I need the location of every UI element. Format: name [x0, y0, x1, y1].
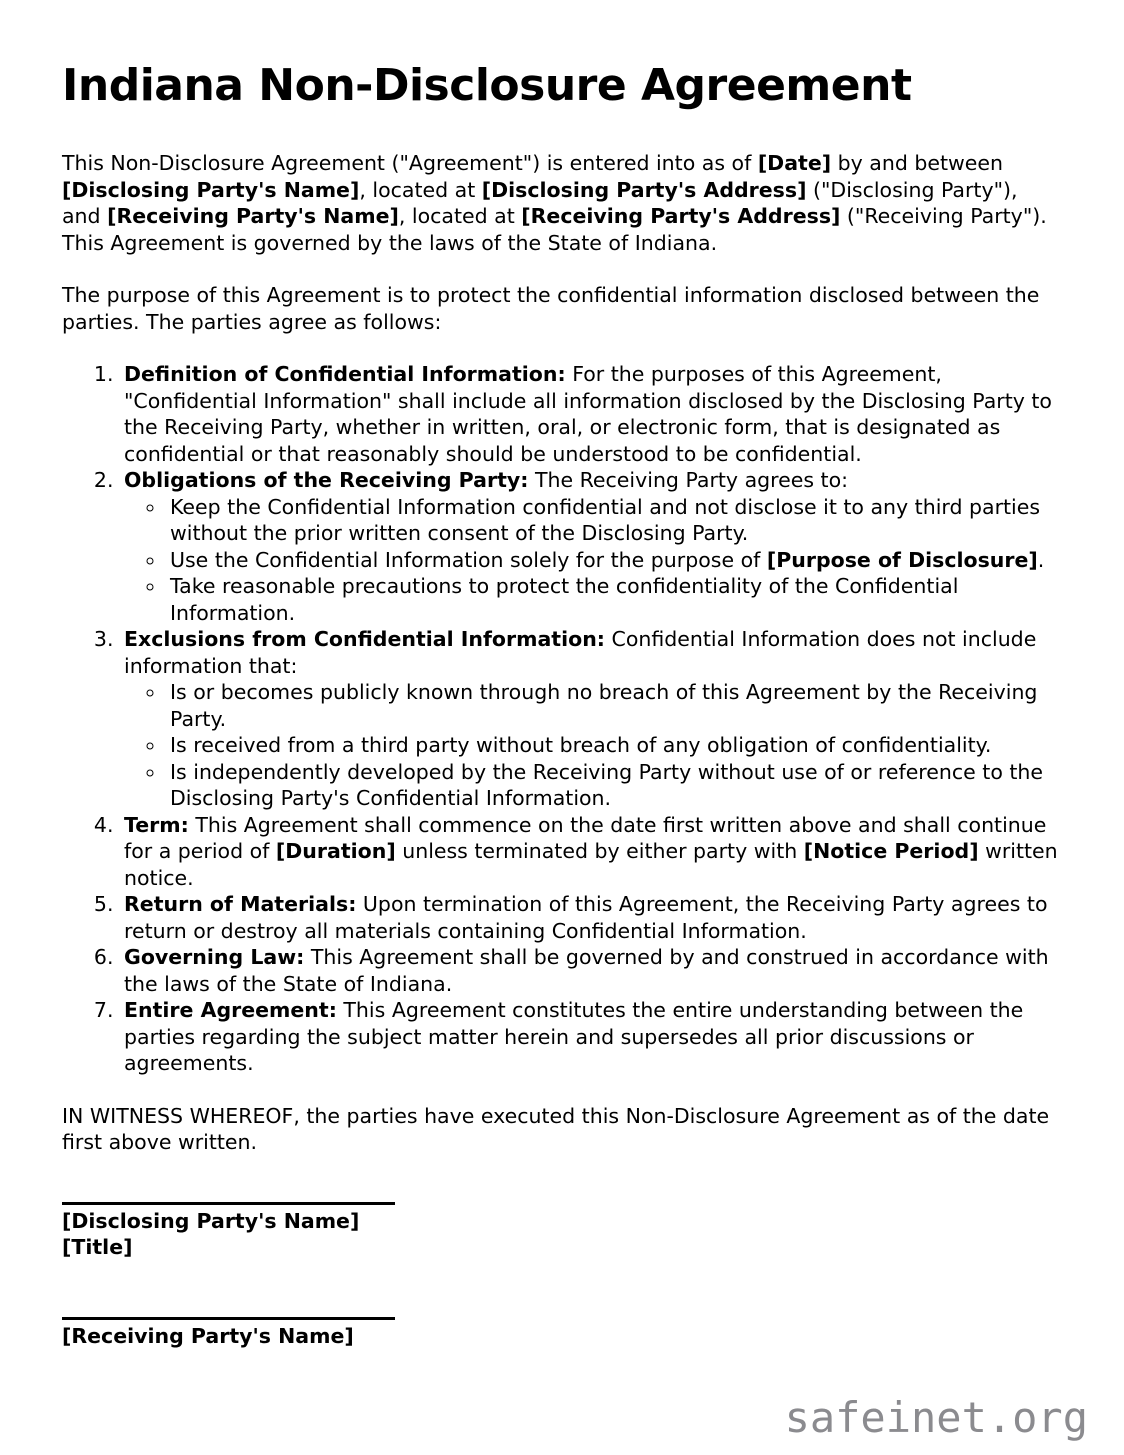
page-title: Indiana Non-Disclosure Agreement	[62, 60, 912, 111]
obligations-sub-2-text-2: .	[1037, 547, 1045, 572]
intro-text-3: , located at	[359, 177, 482, 202]
intro-text-4: ("Disclosing Party"), and	[62, 177, 1018, 229]
placeholder-receiving-address: [Receiving Party's Address]	[521, 204, 841, 229]
clause-heading-governing-law: Governing Law:	[124, 945, 305, 970]
intro-text-6: ("Receiving Party"). This Agreement is governed by the laws of the State of Indiana.	[62, 204, 1047, 255]
placeholder-purpose-of-disclosure: [Purpose of Disclosure]	[766, 547, 1038, 572]
clause-term-text-2: unless terminated by either party with	[395, 839, 804, 864]
signature-line-disclosing	[62, 1202, 395, 1205]
placeholder-date: [Date]	[757, 151, 832, 176]
clause-heading-term: Term:	[124, 812, 189, 837]
clause-heading-entire-agreement: Entire Agreement:	[124, 998, 337, 1023]
exclusions-sublist	[124, 679, 1062, 812]
placeholder-notice-period: [Notice Period]	[803, 839, 979, 864]
placeholder-receiving-name: [Receiving Party's Name]	[107, 204, 399, 229]
clause-list	[62, 361, 1062, 1077]
signature-block-disclosing	[62, 1202, 1062, 1261]
purpose-paragraph: The purpose of this Agreement is to protect the confidential information disclosed between the parties. The parties agree as follows:	[62, 283, 1040, 334]
clause-item-term	[120, 812, 1062, 892]
clause-body-governing-law: This Agreement shall be governed by and construed in accordance with the laws of the State of Indiana.	[124, 945, 1049, 996]
obligations-sub-item-2	[166, 547, 1062, 574]
intro-paragraph	[62, 150, 1062, 256]
clause-term-text-3: written notice.	[124, 839, 1058, 890]
intro-text-1: This Non-Disclosure Agreement ("Agreement") is entered into as of	[62, 151, 758, 176]
signature-name-receiving: [Receiving Party's Name]	[62, 1323, 354, 1348]
clause-term-text-1: This Agreement shall commence on the date first written above and shall continue for a period of	[124, 812, 1047, 864]
watermark-safeinet: safeinet.org	[784, 1393, 1088, 1442]
obligations-sublist	[124, 494, 1062, 627]
clause-heading-definition: Definition of Confidential Information:	[124, 362, 566, 387]
signature-title-disclosing: [Title]	[62, 1235, 133, 1260]
clause-heading-obligations: Obligations of the Receiving Party:	[124, 468, 529, 493]
placeholder-disclosing-address: [Disclosing Party's Address]	[481, 177, 807, 202]
clause-item-definition	[120, 361, 1062, 467]
intro-text-2: by and between	[831, 151, 1004, 176]
clause-item-obligations	[120, 467, 1062, 626]
clause-body-return-of-materials: Upon termination of this Agreement, the Receiving Party agrees to return or destroy all materials containing Confidential Information.	[124, 892, 1048, 943]
signature-block-receiving	[62, 1317, 1062, 1350]
obligations-sub-item-3: ◦ Take reasonable precautions to protect the confidentiality of the Confidential Information.	[166, 573, 1062, 626]
clause-item-governing-law	[120, 944, 1062, 997]
placeholder-duration: [Duration]	[275, 839, 396, 864]
clause-body-obligations: The Receiving Party agrees to:	[528, 468, 849, 493]
exclusions-sub-item-2: ◦ Is received from a third party without breach of any obligation of confidentiality.	[166, 732, 1062, 759]
placeholder-disclosing-name: [Disclosing Party's Name]	[62, 177, 360, 202]
signature-name-disclosing: [Disclosing Party's Name]	[62, 1208, 360, 1233]
clause-heading-exclusions: Exclusions from Confidential Information:	[124, 627, 605, 652]
clause-body-definition: For the purposes of this Agreement, "Confidential Information" shall include all information disclosed by the Disclosing Party to the Receiving Party, whether in written, oral, or electronic form, that is designated as confidential or that reasonably should be understood to be confidential.	[124, 362, 1052, 466]
clause-body-entire-agreement: This Agreement constitutes the entire understanding between the parties regarding the subject matter herein and supersedes all prior discussions or agreements.	[124, 998, 1024, 1076]
clause-body-exclusions: Confidential Information does not include information that:	[124, 627, 1037, 678]
clause-item-return-of-materials	[120, 891, 1062, 944]
clause-item-exclusions	[120, 626, 1062, 812]
intro-text-5: , located at	[398, 204, 522, 229]
clause-item-entire-agreement	[120, 997, 1062, 1077]
exclusions-sub-item-3: ◦ Is independently developed by the Receiving Party without use of or reference to the Disclosing Party's Confidential Information.	[166, 759, 1062, 812]
obligations-sub-item-1: ◦ Keep the Confidential Information confidential and not disclose it to any third parties without the prior written consent of the Disclosing Party.	[166, 494, 1062, 547]
obligations-sub-2-text-1: Use the Confidential Information solely for the purpose of	[170, 547, 767, 572]
exclusions-sub-item-1: ◦ Is or becomes publicly known through no breach of this Agreement by the Receiving Party.	[166, 679, 1062, 732]
clause-heading-return-of-materials: Return of Materials:	[124, 892, 357, 917]
witness-paragraph: IN WITNESS WHEREOF, the parties have executed this Non-Disclosure Agreement as of the date first above written.	[62, 1103, 1050, 1155]
signature-line-receiving	[62, 1317, 395, 1320]
